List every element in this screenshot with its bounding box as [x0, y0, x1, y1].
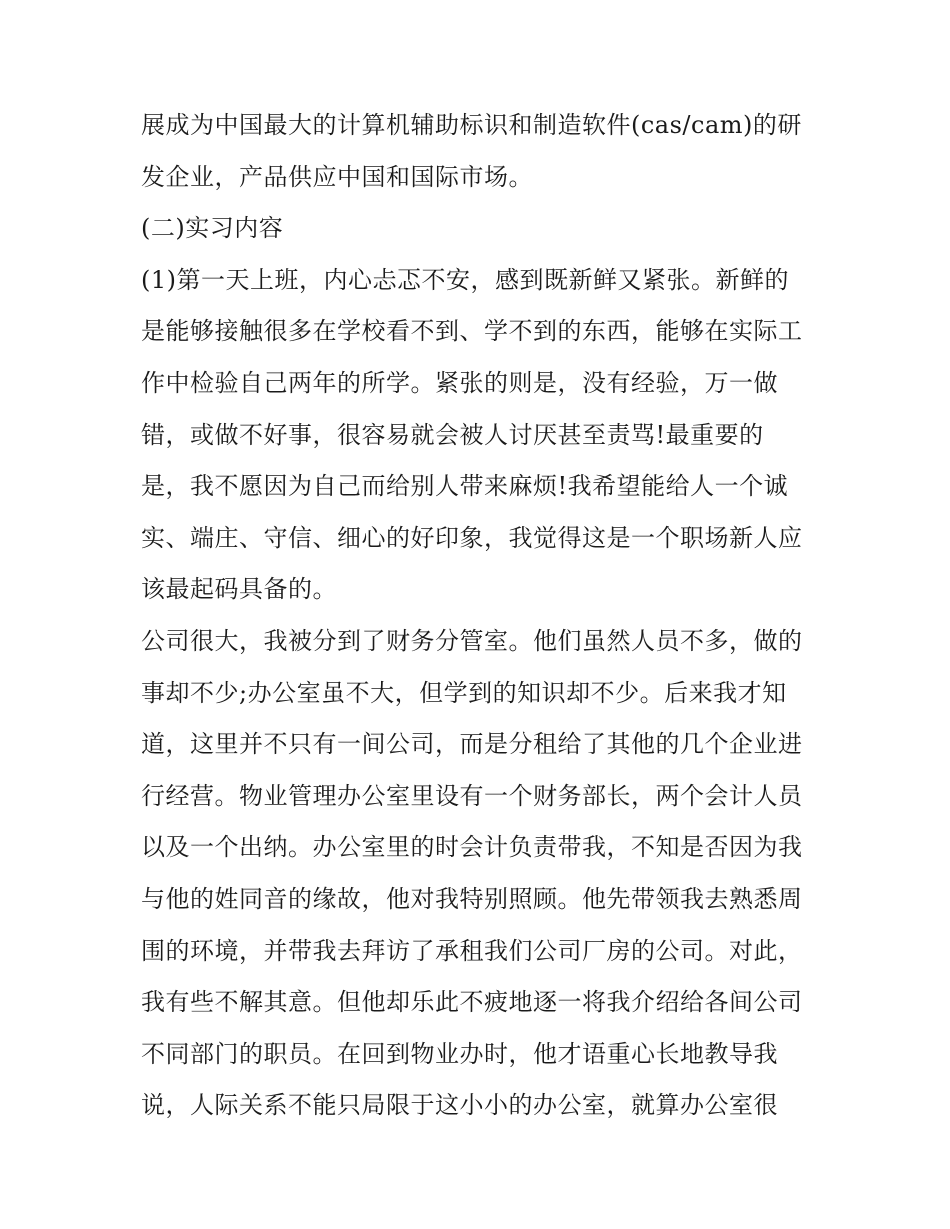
text-line: 公司很大，我被分到了财务分管室。他们虽然人员不多，做的 [141, 626, 803, 655]
text-line: 是，我不愿因为自己而给别人带来麻烦!我希望能给人一个诚 [141, 472, 789, 501]
text-line: 道，这里并不只有一间公司，而是分租给了其他的几个企业进 [141, 730, 803, 759]
text-line: 展成为中国最大的计算机辅助标识和制造软件(cas/cam)的研 [141, 111, 802, 139]
text-line: 实、端庄、守信、细心的好印象，我觉得这是一个职场新人应 [141, 523, 803, 552]
text-line: 错，或做不好事，很容易就会被人讨厌甚至责骂!最重要的 [141, 420, 764, 449]
section-heading: (二)实习内容 [141, 214, 284, 243]
text-line: 围的环境，并带我去拜访了承租我们公司厂房的公司。对此， [141, 936, 803, 965]
document-body [141, 100, 821, 1132]
text-line: (1)第一天上班，内心忐忑不安，感到既新鲜又紧张。新鲜的 [141, 265, 789, 294]
text-line: 事却不少;办公室虽不大，但学到的知识却不少。后来我才知 [141, 678, 787, 707]
text-line: 作中检验自己两年的所学。紧张的则是，没有经验，万一做 [141, 368, 778, 397]
text-line: 我有些不解其意。但他却乐此不疲地逐一将我介绍给各间公司 [141, 988, 803, 1017]
text-line: 是能够接触很多在学校看不到、学不到的东西，能够在实际工 [141, 317, 803, 346]
text-line: 发企业，产品供应中国和国际市场。 [141, 162, 533, 191]
text-line: 不同部门的职员。在回到物业办时，他才语重心长地教导我 [141, 1039, 778, 1068]
text-line: 说，人际关系不能只局限于这小小的办公室，就算办公室很 [141, 1091, 778, 1120]
text-line: 以及一个出纳。办公室里的时会计负责带我，不知是否因为我 [141, 833, 803, 862]
text-line: 该最起码具备的。 [141, 575, 337, 604]
text-line: 行经营。物业管理办公室里设有一个财务部长，两个会计人员 [141, 781, 803, 810]
text-line: 与他的姓同音的缘故，他对我特别照顾。他先带领我去熟悉周 [141, 884, 803, 913]
